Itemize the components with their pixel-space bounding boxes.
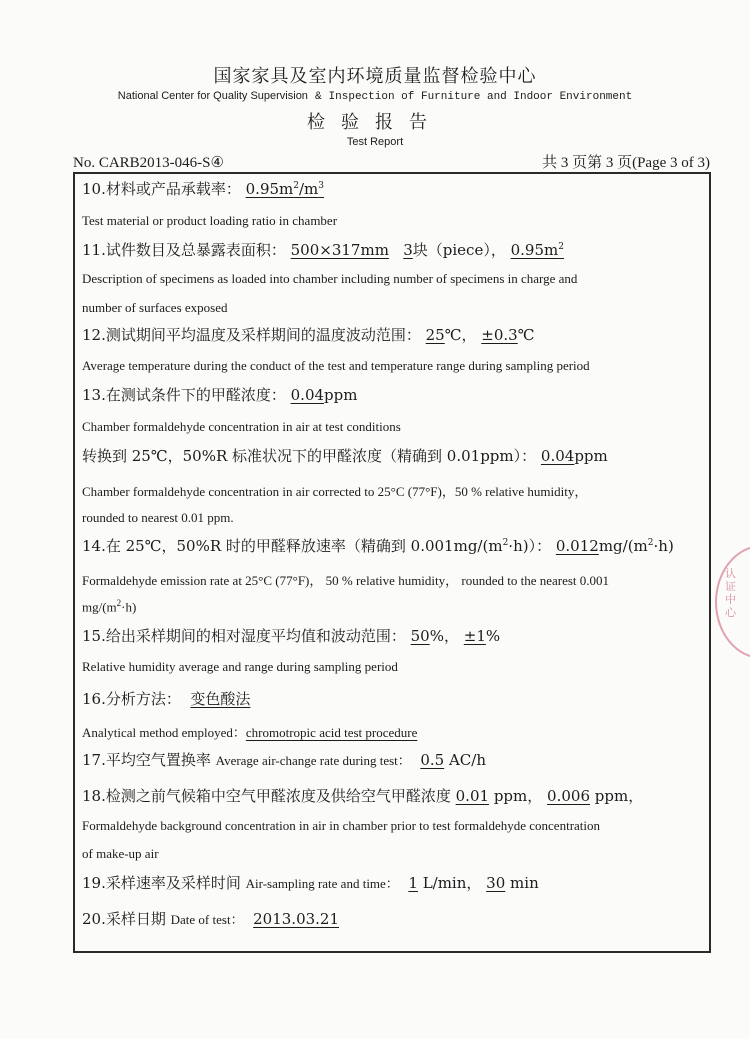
center-title-en: [0, 89, 750, 103]
item13-line: 13.在测试条件下的甲醛浓度： 0.04ppm: [82, 386, 358, 404]
item15-range: ±1: [463, 627, 486, 645]
item15-line: 15.给出采样期间的相对湿度平均值和波动范围： 50%， ±1%: [82, 627, 501, 645]
item15-en: Relative humidity average and range during sampling period: [82, 659, 398, 674]
item12-range: ±0.3: [481, 326, 518, 344]
item15-value: 50: [410, 627, 430, 645]
stamp-text: 认证中心: [725, 567, 736, 619]
item18-line: 18.检测之前气候箱中空气甲醛浓度及供给空气甲醛浓度 0.01 ppm， 0.006 ppm，: [82, 787, 644, 805]
item14-en2: $mg/(m^2\cdot h)$: [82, 598, 137, 615]
center-title-zh: 国家家具及室内环境质量监督检验中心: [213, 66, 537, 87]
center-title-en-part1: National Center for Quality Supervision: [117, 90, 308, 102]
item11-en2: number of surfaces exposed: [82, 300, 228, 315]
item14-line: 14.在 25℃，50%R 时的甲醛释放速率（精确到 $0.001mg/(m^2\cdot h)$）： $0.012mg/(m^2\cdot h)$: [82, 537, 674, 555]
item12-temp: 25: [425, 326, 445, 344]
item19-time: 30: [486, 874, 506, 892]
item18-value1: 0.01: [455, 787, 490, 805]
item12-line: 12.测试期间平均温度及采样期间的温度波动范围： 25℃， ±0.3℃: [82, 326, 535, 344]
item16-value: 变色酸法: [190, 690, 251, 708]
item14-value: 0.012: [555, 537, 599, 555]
item11-size: 500×317mm: [290, 241, 389, 259]
item19-en-label: Air-sampling rate and time：: [245, 876, 399, 891]
item11-count-unit: 块（piece），: [412, 241, 506, 259]
item16-en: [82, 722, 417, 741]
item10-value: $0.95m^2/m^3$: [245, 180, 325, 198]
item10-en: Test material or product loading ratio in chamber: [82, 213, 338, 228]
item17-en-label: Average air-change rate during test：: [215, 753, 411, 768]
item18-en1: Formaldehyde background concentration in air in chamber prior to test formaldehyde concentration: [82, 818, 601, 833]
item15-label: 15.给出采样期间的相对湿度平均值和波动范围：: [82, 627, 406, 645]
item16-label: 16.分析方法：: [82, 690, 181, 708]
item19-rate: 1: [408, 874, 418, 892]
item13b-line: 转换到 25℃，50%R 标准状况下的甲醛浓度（精确到 0.01ppm）： 0.04ppm: [82, 447, 608, 465]
item13b-label: 转换到 25℃，50%R 标准状况下的甲醛浓度（精确到 0.01ppm）：: [82, 447, 537, 465]
item12-en: Average temperature during the conduct of the test and temperature range during sampling period: [82, 358, 590, 373]
item16-en-value: chromotropic acid test procedure: [245, 725, 418, 740]
item18-label: 18.检测之前气候箱中空气甲醛浓度及供给空气甲醛浓度: [82, 787, 451, 805]
item13b-value: 0.04: [540, 447, 575, 465]
item20-value: 2013.03.21: [253, 910, 340, 928]
item11-label: 11.试件数目及总暴露表面积：: [82, 241, 286, 259]
report-title-zh: 检验报告: [307, 112, 443, 133]
item10-line: [82, 178, 324, 199]
red-seal-stamp: [715, 545, 750, 659]
item19-line: 19.采样速率及采样时间 Air-sampling rate and time： 1 L/min， 30 min: [82, 874, 539, 892]
item12-label: 12.测试期间平均温度及采样期间的温度波动范围：: [82, 326, 421, 344]
item17-label: 17.平均空气置换率: [82, 751, 211, 769]
item20-en-label: Date of test：: [170, 912, 244, 927]
item17-line: 17.平均空气置换率 Average air-change rate during test： 0.5 AC/h: [82, 751, 486, 769]
center-title-en-part2: Inspection of Furniture and Indoor Environment: [328, 91, 633, 103]
item10-label: 10.材料或产品承载率：: [82, 180, 241, 198]
item17-value: 0.5: [420, 751, 445, 769]
item18-en2: of make-up air: [82, 846, 159, 861]
item13-label: 13.在测试条件下的甲醛浓度：: [82, 386, 286, 404]
item11-area: $0.95m^2$: [510, 241, 564, 259]
item14-en1: Formaldehyde emission rate at 25°C (77°F)， 50 % relative humidity， rounded to the nearest 0.001: [82, 573, 610, 588]
item14-label: 14.在 25℃，50%R 时的甲醛释放速率（精确到 $0.001mg/(m^2\cdot h)$）：: [82, 537, 552, 555]
item13b-en1: Chamber formaldehyde concentration in air corrected to 25°C (77°F)，50 % relative humidity，: [82, 484, 588, 499]
item11-en1: Description of specimens as loaded into chamber including number of specimens in charge and: [82, 271, 578, 286]
item11-count: 3: [403, 241, 413, 259]
item16-en-label: Analytical method employed：: [82, 725, 246, 740]
report-title-en: Test Report: [346, 136, 404, 148]
report-frame: [73, 172, 711, 953]
item18-value2: 0.006: [547, 787, 590, 805]
item19-label: 19.采样速率及采样时间: [82, 874, 241, 892]
page-info: 共 3 页第 3 页(Page 3 of 3): [542, 155, 710, 171]
report-number: No. CARB2013-046-S④: [73, 155, 224, 171]
item13-value: 0.04: [290, 386, 325, 404]
center-title-ampersand: &: [314, 91, 322, 103]
item13b-en2: rounded to nearest 0.01 ppm.: [82, 510, 234, 525]
item11-line: [82, 239, 564, 260]
item20-label: 20.采样日期: [82, 910, 166, 928]
item20-line: [82, 908, 339, 929]
item16-line: [82, 688, 250, 709]
item13-en: Chamber formaldehyde concentration in air at test conditions: [82, 419, 401, 434]
